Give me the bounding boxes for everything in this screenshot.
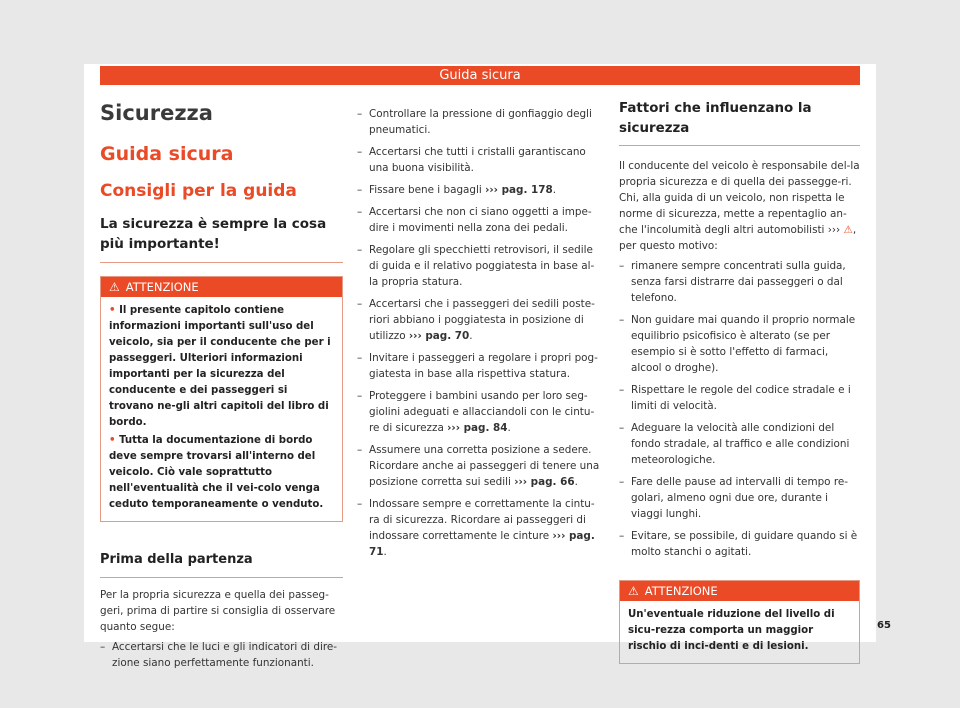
warning-triangle-icon: ⚠: [109, 280, 120, 294]
warning-label: ATTENZIONE: [125, 280, 199, 294]
list-item: – Fissare bene i bagagli ››› pag. 178.: [357, 184, 557, 196]
column-1: [100, 98, 343, 677]
page-ref-link[interactable]: ››› pag. 84: [447, 422, 508, 434]
warning-body: Un'eventuale riduzione del livello di sicu-rezza comporta un maggior rischio di inci-denti e di lesioni.: [628, 609, 835, 652]
list-item: – Indossare sempre e correttamente la cintu-ra di sicurezza. Ricordare ai passeggeri di indossare correttamente le cinture ››› pag. 71.: [357, 498, 595, 558]
warning-bullet: • Tutta la documentazione di bordo deve sempre trovarsi all'interno del veicolo. Ciò vale soprattutto nell'eventualità che il vei-colo venga ceduto temporaneamente o venduto.: [109, 435, 324, 510]
page-number: 65: [877, 620, 891, 631]
warning-ref-icon: ⚠: [843, 224, 853, 236]
chapter-title: Sicurezza: [100, 101, 213, 125]
rules-list: [619, 258, 860, 560]
list-item: – Rispettare le regole del codice stradale e i limiti di velocità.: [619, 384, 851, 412]
warning-triangle-icon: ⚠: [628, 584, 639, 598]
warning-header: [101, 277, 342, 297]
section-heading-departure: Prima della partenza: [100, 550, 343, 578]
column-3: [619, 99, 860, 664]
subsection-title: Consigli per la guida: [100, 181, 297, 201]
warning-box: [100, 276, 343, 522]
lead-heading: La sicurezza è sempre la cosa più importante!: [100, 214, 343, 263]
list-item: – Accertarsi che i passeggeri dei sedili poste-riori abbiano i poggiatesta in posizione di utilizzo ››› pag. 70.: [357, 298, 595, 342]
checklist: [100, 639, 343, 671]
bullet-icon: •: [109, 305, 120, 316]
warning-label: ATTENZIONE: [644, 584, 718, 598]
list-item: – Fare delle pause ad intervalli di tempo re-golari, almeno ogni due ore, durante i viaggi lunghi.: [619, 476, 849, 520]
list-item: – Non guidare mai quando il proprio normale equilibrio psicofisico è alterato (se per esempio si è sotto l'effetto di farmaci, alcool o droghe).: [619, 314, 856, 374]
list-item: – Invitare i passeggeri a regolare i propri pog-giatesta in base alla rispettiva statura.: [357, 352, 598, 380]
list-item: – Accertarsi che le luci e gli indicatori di dire-zione siano perfettamente funzionanti.: [100, 641, 338, 669]
list-item: – rimanere sempre concentrati sulla guida, senza farsi distrarre dai passeggeri o dal telefono.: [619, 260, 846, 304]
column-2: [357, 102, 601, 566]
list-item: – Accertarsi che non ci siano oggetti a impe-dire i movimenti nella zona dei pedali.: [357, 206, 592, 234]
list-item: – Proteggere i bambini usando per loro seg-giolini adeguati e allacciandoli con le cintu-re di sicurezza ››› pag. 84.: [357, 390, 595, 434]
bullet-icon: •: [109, 435, 120, 446]
list-item: – Evitare, se possibile, di guidare quando si è molto stanchi o agitati.: [619, 530, 858, 558]
warning-box: [619, 580, 860, 664]
page-ref-link[interactable]: ››› pag. 71: [369, 530, 595, 558]
page-header: Guida sicura: [100, 66, 860, 85]
intro-paragraph: Il conducente del veicolo è responsabile del-la propria sicurezza e di quella dei passegge-ri. Chi, alla guida di un veicolo, non rispetta le norme di sicurezza, mette a repentaglio an-che l'incolumità degli altri automobilisti ››› ⚠, per questo motivo:: [619, 160, 860, 252]
list-item: – Adeguare la velocità alle condizioni del fondo stradale, al traffico e alle condizioni meteorologiche.: [619, 422, 850, 466]
warning-body: [101, 297, 342, 521]
page-ref-link[interactable]: ››› pag. 178: [485, 184, 553, 196]
section-heading-factors: Fattori che influenzano la sicurezza: [619, 99, 860, 146]
checklist-continued: [357, 106, 601, 560]
list-item: – Regolare gli specchietti retrovisori, il sedile di guida e il relativo poggiatesta in base al-la propria statura.: [357, 244, 595, 288]
list-item: – Assumere una corretta posizione a sedere. Ricordare anche ai passeggeri di tenere una posizione corretta sui sedili ››› pag. 66.: [357, 444, 600, 488]
warning-bullet: • Il presente capitolo contiene informazioni importanti sull'uso del veicolo, sia per il conducente che per i passeggeri. Ulteriori informazioni importanti per la sicurezza del conducente e dei passeggeri si trovano ne-gli altri capitoli del libro di bordo.: [109, 305, 331, 428]
page-ref-link[interactable]: ››› pag. 66: [514, 476, 575, 488]
warning-header: [620, 581, 859, 601]
list-item: – Accertarsi che tutti i cristalli garantiscano una buona visibilità.: [357, 146, 586, 174]
intro-paragraph: Per la propria sicurezza e quella dei passeg-geri, prima di partire si consiglia di osservare quanto segue:: [100, 589, 336, 633]
list-item: – Controllare la pressione di gonfiaggio degli pneumatici.: [357, 108, 592, 136]
section-title: Guida sicura: [100, 143, 234, 165]
page-ref-link[interactable]: ››› pag. 70: [408, 330, 470, 342]
